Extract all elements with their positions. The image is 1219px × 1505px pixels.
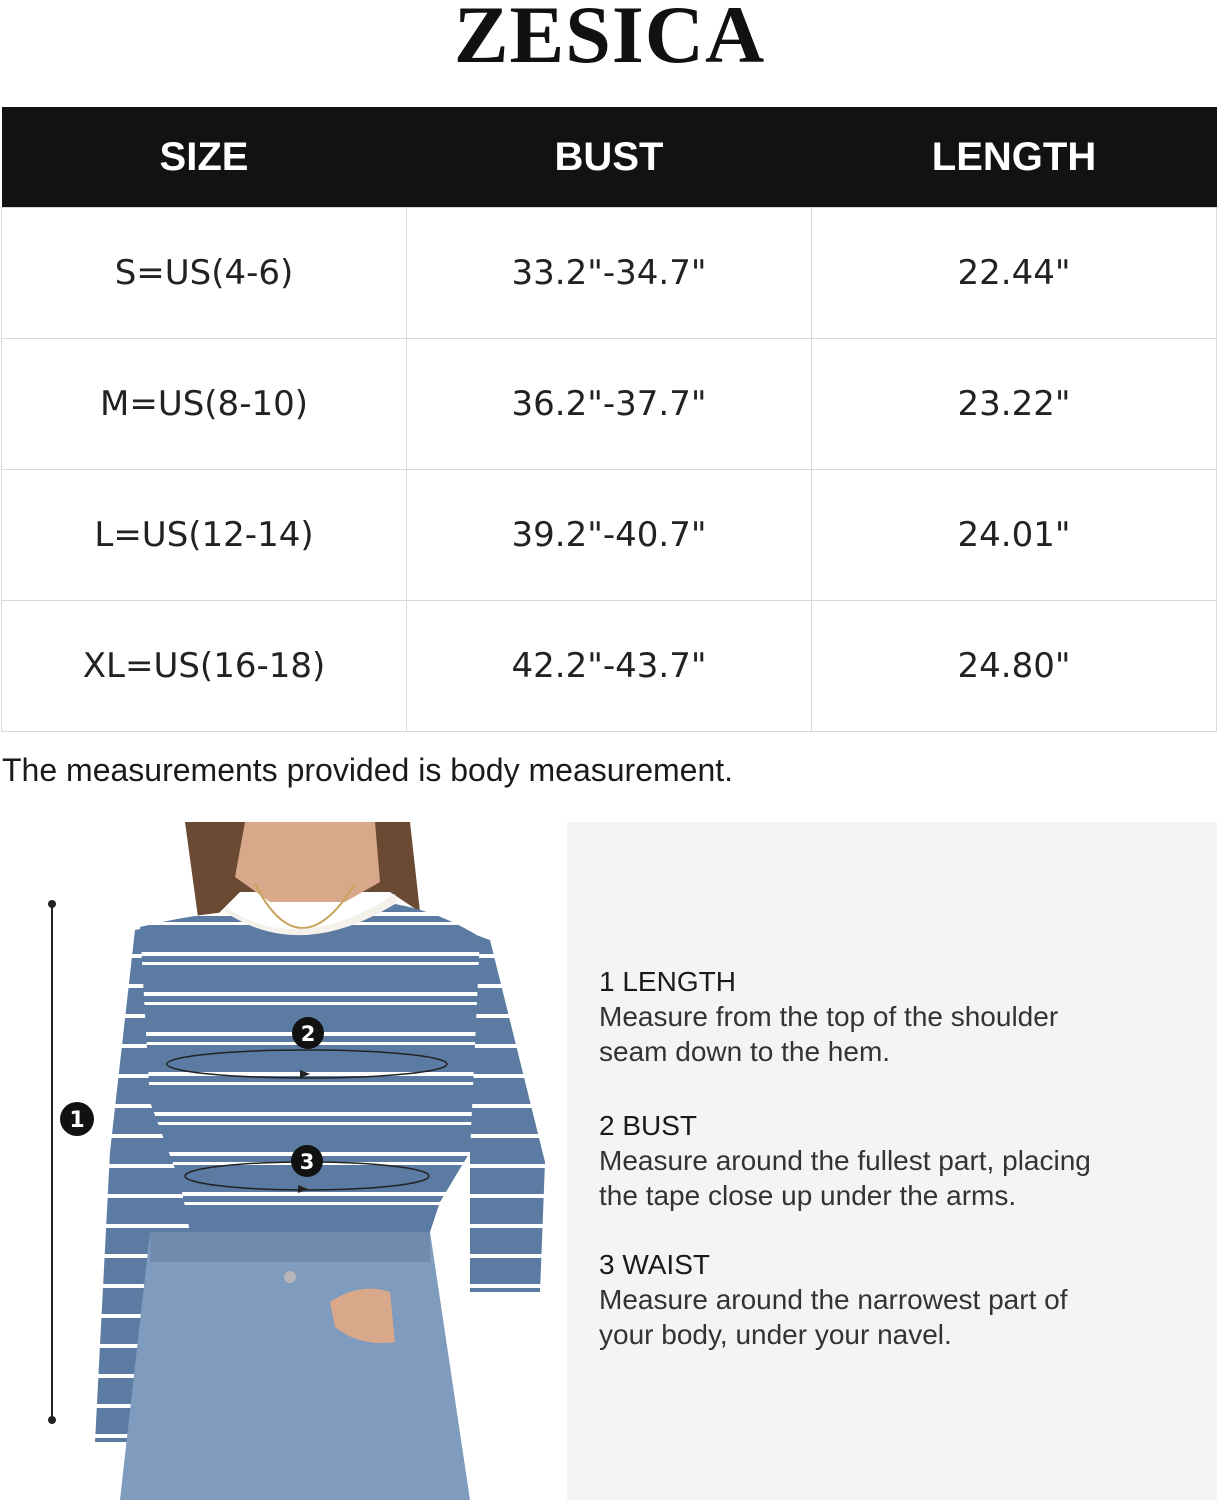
jeans-shape xyxy=(120,1232,470,1500)
cell-bust: 33.2"-34.7" xyxy=(407,208,812,339)
jeans-waistband xyxy=(150,1232,430,1262)
table-header-row xyxy=(2,107,1217,208)
sweater-illustration xyxy=(0,822,560,1500)
size-chart-table xyxy=(1,107,1217,732)
step-desc-line: Measure from the top of the shoulder xyxy=(599,1001,1059,1032)
step-desc-line: the tape close up under the arms. xyxy=(599,1180,1017,1211)
marker-3-label: 3 xyxy=(299,1150,315,1174)
guide-step-waist xyxy=(599,1248,1199,1352)
guide-step-bust xyxy=(599,1109,1199,1213)
sweater-body xyxy=(140,904,480,1232)
table-row xyxy=(2,470,1217,601)
model-figure xyxy=(0,822,560,1500)
table-row xyxy=(2,339,1217,470)
cell-bust: 42.2"-43.7" xyxy=(407,601,812,732)
step-desc-line: Measure around the narrowest part of xyxy=(599,1284,1068,1315)
table-row xyxy=(2,601,1217,732)
measurement-note: The measurements provided is body measurement. xyxy=(2,752,734,788)
marker-2-label: 2 xyxy=(300,1022,316,1046)
step-desc-line: your body, under your navel. xyxy=(599,1319,952,1350)
cell-length: 22.44" xyxy=(812,208,1217,339)
step-title: 2 BUST xyxy=(599,1110,698,1141)
header-length: LENGTH xyxy=(812,107,1217,208)
cell-bust: 36.2"-37.7" xyxy=(407,339,812,470)
length-bottom-dot xyxy=(48,1416,56,1424)
guide-step-length xyxy=(599,965,1199,1069)
header-size: SIZE xyxy=(2,107,407,208)
cell-size: L=US(12-14) xyxy=(2,470,407,601)
cell-length: 24.80" xyxy=(812,601,1217,732)
cell-length: 23.22" xyxy=(812,339,1217,470)
neck-shape xyxy=(235,822,380,902)
marker-2-badge xyxy=(292,1017,324,1049)
marker-1-label: 1 xyxy=(69,1108,85,1133)
step-desc-line: Measure around the fullest part, placing xyxy=(599,1145,1091,1176)
jeans-button xyxy=(284,1271,296,1283)
cell-bust: 39.2"-40.7" xyxy=(407,470,812,601)
table-row xyxy=(2,208,1217,339)
cell-length: 24.01" xyxy=(812,470,1217,601)
cell-size: M=US(8-10) xyxy=(2,339,407,470)
header-bust: BUST xyxy=(407,107,812,208)
step-title: 1 LENGTH xyxy=(599,966,736,997)
brand-logo: ZESICA xyxy=(453,0,766,80)
step-title: 3 WAIST xyxy=(599,1249,710,1280)
cell-size: S=US(4-6) xyxy=(2,208,407,339)
measuring-guide-panel xyxy=(567,822,1217,1500)
marker-3-badge xyxy=(291,1145,323,1177)
cell-size: XL=US(16-18) xyxy=(2,601,407,732)
marker-1-badge xyxy=(60,1102,94,1136)
step-desc-line: seam down to the hem. xyxy=(599,1036,891,1067)
length-top-dot xyxy=(48,900,56,908)
